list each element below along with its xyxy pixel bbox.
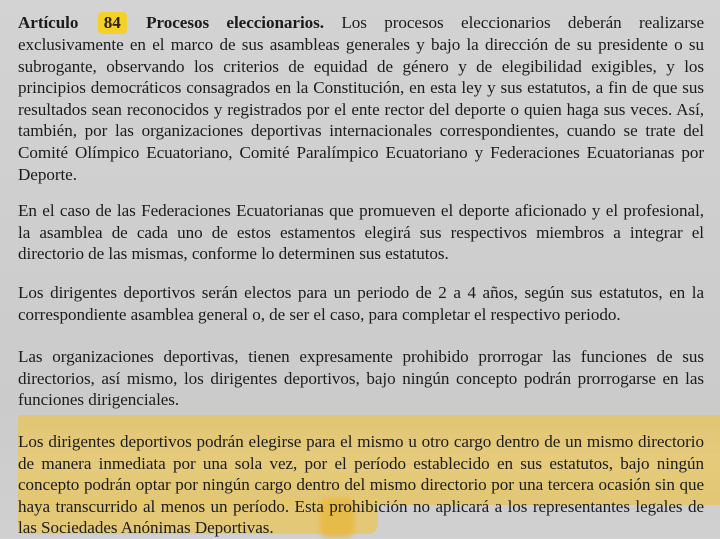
article-paragraph-4 — [18, 346, 704, 411]
paragraph-text: En el caso de las Federaciones Ecuatorianas que promueven el deporte aficionado y el profesional, la asamblea de cada uno de estos estamentos elegirá sus respectivos miembros a integrar el directorio de las mismas, conforme lo determinen sus estatutos. — [18, 201, 704, 264]
article-label: Artículo — [18, 13, 79, 32]
article-title: Procesos eleccionarios. — [146, 13, 324, 32]
paragraph-text: Los dirigentes deportivos podrán elegirse para el mismo u otro cargo dentro de un mismo directorio de manera inmediata por una sola vez, por el período establecido en sus estatutos, bajo ningún concepto podrán optar por ningún cargo dentro del mismo directorio por una tercera ocasión sin que haya transcurrido al menos un período. Esta prohibición no aplicará a los representantes legales de las Sociedades Anónimas Deportivas. — [18, 432, 704, 538]
article-paragraph-3 — [18, 282, 704, 325]
article-number-badge: 84 — [98, 12, 127, 34]
paragraph-text: Los dirigentes deportivos serán electos para un periodo de 2 a 4 años, según sus estatutos, en la correspondiente asamblea general o, de ser el caso, para completar el respectivo periodo. — [18, 283, 704, 324]
article-paragraph-5-highlighted — [18, 431, 704, 539]
article-paragraph-2 — [18, 200, 704, 265]
paragraph-text: Las organizaciones deportivas, tienen expresamente prohibido prorrogar las funciones de sus directorios, así mismo, los dirigentes deportivos, bajo ningún concepto podrán prorrogarse en las funciones dirigenciales. — [18, 347, 704, 410]
article-paragraph-1 — [18, 12, 704, 185]
paragraph-text: Los procesos eleccionarios deberán realizarse exclusivamente en el marco de sus asambleas generales y bajo la dirección de su presidente o su subrogante, observando los criterios de equidad de género y de elegibilidad exigibles, y los principios democráticos consagrados en la Constitución, en esta ley y sus estatutos, a fin de que sus resultados sean reconocidos y registrados por el ente rector del deporte o quien haga sus veces. Así, también, por las organizaciones deportivas internacionales correspondientes, cuando se trate del Comité Olímpico Ecuatoriano, Comité Paralímpico Ecuatoriano y Federaciones Ecuatorianas por Deporte. — [18, 13, 705, 184]
